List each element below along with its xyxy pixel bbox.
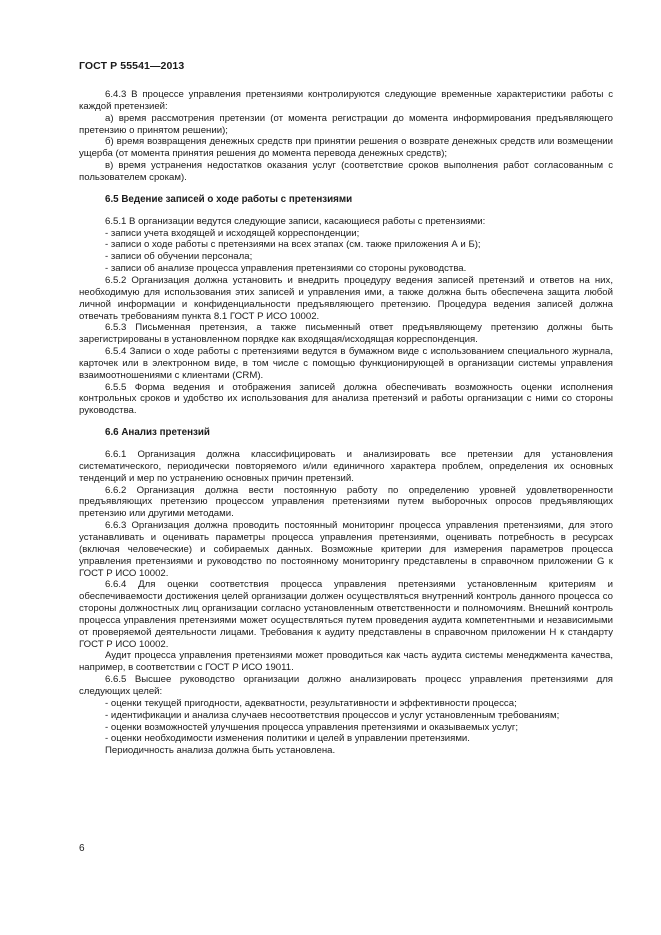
- bullet-item: - записи о ходе работы с претензиями на всех этапах (см. также приложения А и Б);: [105, 239, 481, 251]
- list-item-v: в) время устранения недостатков оказания услуг (соответствие сроков выполнения работ согласованным с пользователем срокам).: [79, 160, 613, 183]
- paragraph-6-5-2: 6.5.2 Организация должна установить и внедрить процедуру ведения записей претензий и ответов на них, необходимую для использования этих записей и управления ими, а также должна быть обеспечена защита любой личной информации и конфиденциальности предъявляющего претензию. Процедура ведения записей должна отвечать требованиям пункта 8.1 ГОСТ Р ИСО 10002.: [79, 274, 613, 322]
- closing-sentence: Периодичность анализа должна быть установлена.: [105, 745, 336, 757]
- bullet-item: - записи учета входящей и исходящей корреспонденции;: [105, 227, 360, 239]
- paragraph-6-5-3: 6.5.3 Письменная претензия, а также письменный ответ предъявляющему претензию должны быть зарегистрированы в установленном порядке как входящая/исходящая корреспонденция.: [79, 322, 613, 346]
- page-number: 6: [79, 843, 85, 854]
- document-body: [79, 89, 613, 757]
- document-header: ГОСТ Р 55541—2013: [79, 60, 185, 72]
- bullet-item: - идентификации и анализа случаев несоответствия процессов и услуг установленным требованиям;: [105, 709, 560, 721]
- paragraph-6-6-5: 6.6.5 Высшее руководство организации должно анализировать процесс управления претензиями для следующих целей:: [79, 674, 613, 697]
- list-item-b: б) время возвращения денежных средств при принятии решения о возврате денежных средств или возмещении ущерба (от момента принятия решения до момента перевода денежных средств);: [79, 136, 613, 160]
- bullet-item: - оценки возможностей улучшения процесса управления претензиями и оказываемых услуг;: [105, 721, 519, 733]
- section-title-6-6: 6.6 Анализ претензий: [105, 427, 210, 439]
- bullet-item: - записи об анализе процесса управления претензиями со стороны руководства.: [105, 263, 467, 275]
- bullet-item: - записи об обучении персонала;: [105, 251, 253, 263]
- bullet-item: - оценки текущей пригодности, адекватности, результативности и эффективности процесса;: [105, 697, 517, 709]
- paragraph-6-5-5: 6.5.5 Форма ведения и отображения записей должна обеспечивать возможность оценки исполнения контрольных сроков и удобство их использования для анализа претензий и работы организации с ними со стороны руководства.: [79, 381, 613, 417]
- paragraph-6-4-3: 6.4.3 В процессе управления претензиями контролируются следующие временные характеристики работы с каждой претензией:: [79, 89, 613, 112]
- list-item-a: а) время рассмотрения претензии (от момента регистрации до момента информирования предъявляющего претензию о принятом решении);: [79, 112, 613, 136]
- paragraph-6-6-1: 6.6.1 Организация должна классифицировать и анализировать все претензии для установления систематического, периодически повторяемого и/или единичного характера проблем, определения их основных тенденций и мер по устранению основных причин претензий.: [79, 449, 613, 484]
- paragraph-6-6-3: 6.6.3 Организация должна проводить постоянный мониторинг процесса управления претензиями, для этого устанавливать и оценивать параметры процесса управления претензиями, оценивать потребность в ресурсах (включая человеческие) и собираемых данных. Возможные критерии для измерения параметров процесса управления претензиями и руководство по постоянному мониторингу представлены в справочном приложении G к ГОСТ Р ИСО 10002.: [79, 520, 613, 579]
- section-title-6-5: 6.5 Ведение записей о ходе работы с претензиями: [105, 193, 353, 205]
- paragraph-6-6-2: 6.6.2 Организация должна вести постоянную работу по определению уровней удовлетворенности предъявляющих претензию процессом управления претензиями путем выборочных опросов предъявляющих претензию или другими методами.: [79, 484, 613, 520]
- bullet-item: - оценки необходимости изменения политики и целей в управлении претензиями.: [105, 733, 470, 745]
- paragraph-6-5-4: 6.5.4 Записи о ходе работы с претензиями ведутся в бумажном виде с использованием специального журнала, карточек или в электронном виде, в том числе с помощью функционирующей в организации системы управления взаимоотношениями с клиентами (CRM).: [79, 346, 613, 381]
- paragraph-6-5-1: 6.5.1 В организации ведутся следующие записи, касающиеся работы с претензиями:: [105, 215, 486, 227]
- paragraph-6-6-4-audit: Аудит процесса управления претензиями может проводиться как часть аудита системы менеджмента качества, например, в соответствии с ГОСТ Р ИСО 19011.: [79, 650, 613, 674]
- paragraph-6-6-4: 6.6.4 Для оценки соответствия процесса управления претензиями установленным критериям и обеспечиваемости достижения целей организации должен осуществляться внутренний контроль данного процесса со стороны должностных лиц организации согласно установленным ответственности и полномочиям. Внешний контроль процесса управления претензиями может осуществляться путем проведения аудита компетентными и независимыми от проверяемой деятельности лицами. Требования к аудиту представлены в справочном приложении Н к стандарту ГОСТ Р ИСО 10002.: [79, 579, 613, 650]
